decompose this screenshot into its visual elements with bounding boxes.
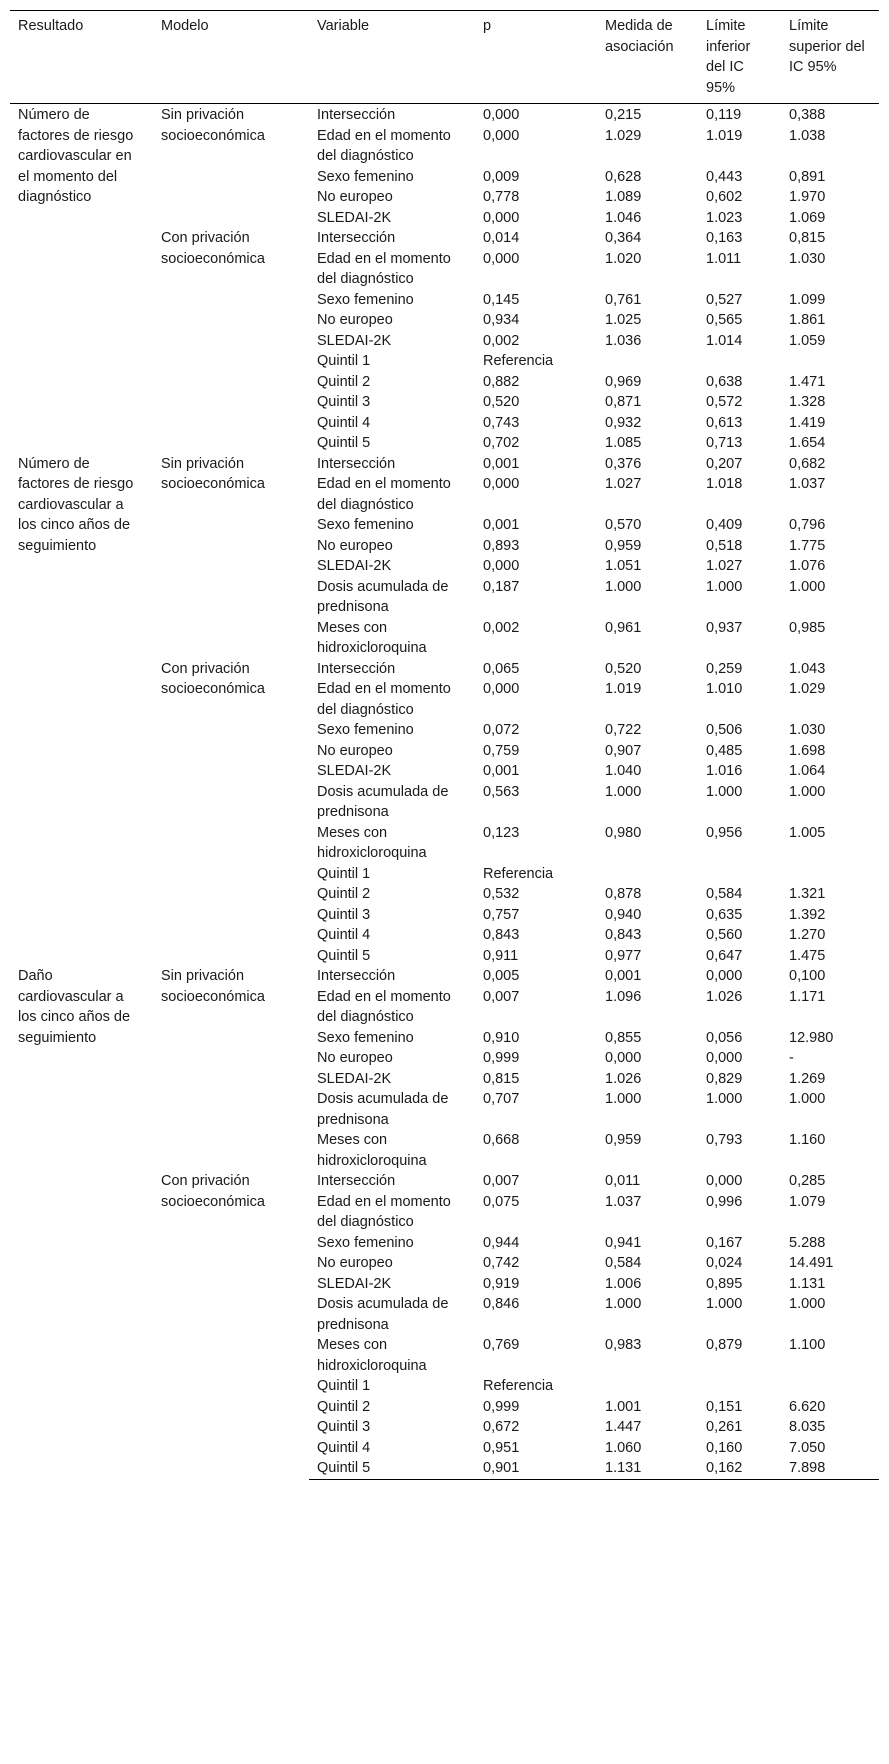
limite-inferior-cell: 0,162	[698, 1458, 781, 1479]
medida-cell: 0,977	[605, 947, 642, 964]
limite-superior-cell: 0,100	[789, 968, 826, 984]
limite-inferior-cell: 0,996	[706, 1193, 743, 1210]
header-row	[10, 11, 879, 104]
limite-inferior-cell: 0,647	[706, 947, 743, 964]
medida-cell: 1.051	[605, 558, 642, 574]
variable-cell: Dosis acumulada de prednisona	[317, 1296, 449, 1333]
limite-superior-cell: 12.980	[789, 1029, 834, 1046]
variable-cell: Intersección	[317, 968, 396, 984]
limite-inferior-cell: 1.014	[706, 332, 743, 349]
limite-inferior-cell: 0,829	[706, 1070, 743, 1087]
medida-cell: 1.019	[605, 681, 642, 697]
limite-superior-cell: 1.419	[789, 414, 826, 431]
table-header	[10, 11, 879, 104]
variable-cell: Dosis acumulada de prednisona	[317, 1091, 449, 1128]
variable-cell: Edad en el momento del diagnóstico	[317, 681, 451, 718]
p-cell: 0,075	[483, 1193, 520, 1210]
limite-superior-cell: 1.069	[789, 209, 826, 226]
limite-superior-cell: 1.000	[789, 1091, 826, 1107]
medida-cell: 1.036	[605, 332, 642, 349]
limite-inferior-cell: 1.000	[706, 1091, 743, 1107]
limite-superior-cell: 1.270	[789, 927, 826, 943]
variable-cell: Edad en el momento del diagnóstico	[317, 1193, 451, 1230]
variable-cell: Quintil 1	[317, 353, 371, 369]
p-cell: 0,000	[483, 107, 520, 123]
p-cell: 0,944	[483, 1234, 520, 1251]
limite-superior-cell: 6.620	[789, 1398, 826, 1415]
limite-inferior-cell: 0,259	[706, 660, 743, 677]
limite-superior-cell: 1.043	[789, 660, 826, 677]
limite-inferior-cell: 1.010	[706, 681, 743, 697]
header-variable: Variable	[309, 11, 475, 104]
p-cell: 0,065	[483, 660, 520, 677]
limite-superior-cell: 0,815	[789, 230, 826, 246]
medida-cell: 0,843	[605, 927, 642, 943]
limite-superior-cell: 0,682	[789, 455, 826, 472]
reference-cell: Referencia	[483, 353, 554, 369]
limite-superior-cell: 1.100	[789, 1337, 826, 1353]
p-cell: 0,668	[483, 1132, 520, 1148]
limite-inferior-cell: 0,584	[706, 886, 743, 902]
limite-superior-cell: 5.288	[789, 1234, 826, 1251]
limite-superior-cell: 0,285	[789, 1173, 826, 1189]
medida-cell: 1.000	[605, 1296, 642, 1312]
limite-inferior-cell: 0,485	[706, 742, 743, 759]
p-cell: 0,999	[483, 1050, 520, 1066]
modelo-cell: Con privación socioeconómica	[161, 230, 265, 267]
limite-inferior-cell: 1.026	[706, 988, 743, 1005]
medida-cell: 1.040	[605, 763, 642, 779]
limite-superior-cell: 1.269	[789, 1070, 826, 1087]
limite-inferior-cell: 0,409	[706, 517, 743, 533]
variable-cell: Quintil 4	[317, 1439, 371, 1456]
medida-cell: 1.089	[605, 189, 642, 205]
p-cell: 0,901	[475, 1458, 597, 1479]
limite-superior-cell: 7.898	[781, 1458, 879, 1479]
variable-cell: Quintil 2	[317, 886, 371, 902]
medida-cell: 1.447	[605, 1419, 642, 1435]
modelo-cell: Sin privación socioeconómica	[161, 968, 265, 1005]
modelo-cell: Con privación socioeconómica	[161, 660, 265, 697]
p-cell: 0,999	[483, 1398, 520, 1415]
medida-cell: 0,761	[605, 291, 642, 308]
limite-superior-cell: 0,796	[789, 517, 826, 533]
limite-superior-cell: 1.171	[789, 988, 826, 1005]
p-cell: 0,007	[483, 988, 520, 1005]
medida-cell: 0,364	[605, 230, 642, 246]
p-cell: 0,000	[483, 127, 520, 144]
reference-cell: Referencia	[483, 1378, 554, 1394]
limite-superior-cell: 1.064	[789, 763, 826, 779]
variable-cell: Intersección	[317, 660, 396, 677]
p-cell: 0,951	[483, 1439, 520, 1456]
limite-inferior-cell: 0,151	[706, 1398, 743, 1415]
limite-inferior-cell: 0,119	[706, 107, 742, 123]
variable-cell: SLEDAI-2K	[317, 209, 392, 226]
limite-superior-cell: 1.000	[789, 578, 826, 595]
variable-cell: Intersección	[317, 107, 396, 123]
p-cell: 0,911	[483, 947, 519, 964]
limite-superior-cell: 1.037	[789, 476, 826, 492]
limite-inferior-cell: 0,613	[706, 414, 743, 431]
limite-inferior-cell: 0,000	[706, 1173, 743, 1189]
variable-cell: Meses con hidroxicloroquina	[317, 1132, 427, 1169]
header-p: p	[475, 11, 597, 104]
variable-cell: Meses con hidroxicloroquina	[317, 619, 427, 656]
medida-cell: 1.037	[605, 1193, 642, 1210]
limite-superior-cell: 1.059	[789, 332, 826, 349]
limite-inferior-cell: 0,160	[706, 1439, 743, 1456]
limite-superior-cell: 1.038	[789, 127, 826, 144]
p-cell: 0,520	[483, 394, 520, 410]
medida-cell: 1.026	[605, 1070, 642, 1087]
p-cell: 0,846	[483, 1296, 520, 1312]
p-cell: 0,778	[483, 189, 520, 205]
medida-cell: 0,001	[605, 968, 642, 984]
limite-superior-cell: 1.970	[789, 189, 826, 205]
limite-inferior-cell: 1.000	[706, 1296, 743, 1312]
variable-cell: Quintil 3	[317, 906, 371, 923]
modelo-cell: Sin privación socioeconómica	[161, 455, 265, 492]
variable-cell: Sexo femenino	[317, 1234, 414, 1251]
medida-cell: 0,722	[605, 722, 642, 738]
medida-cell: 0,584	[605, 1255, 642, 1271]
limite-inferior-cell: 1.000	[706, 578, 743, 595]
limite-inferior-cell: 1.000	[706, 783, 743, 800]
variable-cell: Sexo femenino	[317, 722, 414, 738]
variable-cell: Edad en el momento del diagnóstico	[317, 476, 451, 513]
medida-cell: 1.020	[605, 250, 642, 267]
p-cell: 0,002	[483, 332, 520, 349]
medida-cell: 1.096	[605, 988, 642, 1005]
variable-cell: Sexo femenino	[317, 1029, 414, 1046]
resultado-cell: Número de factores de riesgo cardiovascular en el momento del diagnóstico	[18, 107, 134, 205]
variable-cell: Quintil 5	[309, 1458, 475, 1479]
medida-cell: 1.046	[605, 209, 642, 226]
variable-cell: Quintil 1	[317, 1378, 371, 1394]
p-cell: 0,001	[483, 517, 520, 533]
modelo-cell: Con privación socioeconómica	[161, 1173, 265, 1210]
limite-inferior-cell: 0,506	[706, 722, 743, 738]
p-cell: 0,000	[483, 558, 520, 574]
limite-inferior-cell: 0,565	[706, 312, 743, 328]
medida-cell: 1.131	[597, 1458, 698, 1479]
limite-superior-cell: 1.099	[789, 291, 826, 308]
limite-inferior-cell: 0,560	[706, 927, 743, 943]
variable-cell: Quintil 3	[317, 1419, 371, 1435]
limite-inferior-cell: 0,163	[706, 230, 743, 246]
limite-superior-cell: 1.030	[789, 250, 826, 267]
variable-cell: Quintil 2	[317, 1398, 371, 1415]
limite-superior-cell: 1.471	[789, 373, 826, 390]
medida-cell: 1.001	[605, 1398, 642, 1415]
variable-cell: Edad en el momento del diagnóstico	[317, 988, 451, 1025]
variable-cell: Quintil 1	[317, 865, 371, 882]
limite-inferior-cell: 1.027	[706, 558, 743, 574]
medida-cell: 0,969	[605, 373, 642, 390]
limite-inferior-cell: 0,956	[706, 824, 743, 841]
limite-superior-cell: 14.491	[789, 1255, 834, 1271]
resultado-cell: Número de factores de riesgo cardiovascular a los cinco años de seguimiento	[18, 455, 134, 554]
medida-cell: 0,932	[605, 414, 642, 431]
header-limite-superior: Límite superior del IC 95%	[781, 11, 879, 104]
p-cell: 0,919	[483, 1275, 520, 1292]
limite-inferior-cell: 0,056	[706, 1029, 743, 1046]
p-cell: 0,759	[483, 742, 520, 759]
p-cell: 0,757	[483, 906, 520, 923]
header-resultado: Resultado	[10, 11, 153, 104]
variable-cell: Edad en el momento del diagnóstico	[317, 250, 451, 287]
medida-cell: 1.006	[605, 1275, 642, 1292]
limite-inferior-cell: 0,879	[706, 1337, 743, 1353]
variable-cell: No europeo	[317, 189, 393, 205]
p-cell: 0,001	[483, 763, 520, 779]
limite-superior-cell: 1.076	[789, 558, 826, 574]
limite-superior-cell: 1.321	[789, 886, 826, 902]
variable-cell: Meses con hidroxicloroquina	[317, 1337, 427, 1374]
p-cell: 0,002	[483, 619, 520, 636]
variable-cell: Sexo femenino	[317, 517, 414, 533]
p-cell: 0,014	[483, 230, 520, 246]
limite-inferior-cell: 0,638	[706, 373, 743, 390]
limite-superior-cell: 1.392	[789, 906, 826, 923]
p-cell: 0,815	[483, 1070, 520, 1087]
p-cell: 0,742	[483, 1255, 520, 1271]
limite-superior-cell: 1.005	[789, 824, 826, 841]
limite-superior-cell: 1.029	[789, 681, 826, 697]
medida-cell: 0,907	[605, 742, 642, 759]
medida-cell: 0,570	[605, 517, 642, 533]
p-cell: 0,001	[483, 455, 520, 472]
medida-cell: 0,878	[605, 886, 642, 902]
limite-superior-cell: 1.030	[789, 722, 826, 738]
header-limite-inferior: Límite inferior del IC 95%	[698, 11, 781, 104]
variable-cell: Quintil 5	[317, 435, 371, 451]
variable-cell: Intersección	[317, 230, 396, 246]
p-cell: 0,007	[483, 1173, 520, 1189]
resultado-cell: Daño cardiovascular a los cinco años de seguimiento	[18, 968, 131, 1046]
medida-cell: 1.060	[605, 1439, 642, 1456]
medida-cell: 0,520	[605, 660, 642, 677]
p-cell: 0,000	[483, 476, 520, 492]
p-cell: 0,005	[483, 968, 520, 984]
medida-cell: 0,871	[605, 394, 642, 410]
limite-inferior-cell: 1.016	[706, 763, 743, 779]
limite-superior-cell: 0,388	[789, 107, 826, 123]
limite-superior-cell: 1.475	[789, 947, 826, 964]
variable-cell: Dosis acumulada de prednisona	[317, 783, 449, 820]
variable-cell: Quintil 2	[317, 373, 371, 390]
medida-cell: 1.085	[605, 435, 642, 451]
limite-inferior-cell: 0,937	[706, 619, 743, 636]
limite-inferior-cell: 0,000	[706, 968, 743, 984]
limite-inferior-cell: 0,527	[706, 291, 743, 308]
p-cell: 0,743	[483, 414, 520, 431]
p-cell: 0,072	[483, 722, 520, 738]
limite-inferior-cell: 0,602	[706, 189, 743, 205]
limite-superior-cell: -	[789, 1050, 794, 1066]
limite-superior-cell: 1.131	[789, 1275, 826, 1292]
variable-cell: No europeo	[317, 537, 393, 554]
p-cell: 0,843	[483, 927, 520, 943]
medida-cell: 1.025	[605, 312, 642, 328]
p-cell: 0,000	[483, 250, 520, 267]
variable-cell: No europeo	[317, 742, 393, 759]
medida-cell: 1.000	[605, 578, 642, 595]
limite-superior-cell: 7.050	[789, 1439, 826, 1456]
limite-superior-cell: 1.079	[789, 1193, 826, 1210]
medida-cell: 0,959	[605, 1132, 642, 1148]
p-cell: 0,910	[483, 1029, 520, 1046]
variable-cell: Quintil 5	[317, 947, 371, 964]
limite-inferior-cell: 0,793	[706, 1132, 743, 1148]
p-cell: 0,707	[483, 1091, 520, 1107]
limite-superior-cell: 8.035	[789, 1419, 826, 1435]
variable-cell: Dosis acumulada de prednisona	[317, 578, 449, 615]
variable-cell: SLEDAI-2K	[317, 558, 392, 574]
medida-cell: 1.000	[605, 783, 642, 800]
limite-inferior-cell: 1.023	[706, 209, 743, 226]
variable-cell: No europeo	[317, 1255, 393, 1271]
limite-inferior-cell: 0,207	[706, 455, 743, 472]
variable-cell: Intersección	[317, 1173, 396, 1189]
medida-cell: 0,959	[605, 537, 642, 554]
medida-cell: 0,855	[605, 1029, 642, 1046]
variable-cell: Meses con hidroxicloroquina	[317, 824, 427, 861]
limite-superior-cell: 0,985	[789, 619, 826, 636]
medida-cell: 0,011	[605, 1173, 641, 1189]
p-cell: 0,000	[483, 681, 520, 697]
p-cell: 0,145	[483, 291, 520, 308]
limite-superior-cell: 1.654	[789, 435, 826, 451]
table-row	[10, 104, 879, 126]
limite-inferior-cell: 0,518	[706, 537, 743, 554]
limite-inferior-cell: 1.011	[706, 250, 742, 267]
limite-inferior-cell: 0,572	[706, 394, 743, 410]
limite-inferior-cell: 0,261	[706, 1419, 743, 1435]
limite-superior-cell: 1.000	[789, 1296, 826, 1312]
medida-cell: 0,961	[605, 619, 642, 636]
limite-inferior-cell: 0,713	[706, 435, 743, 451]
variable-cell: SLEDAI-2K	[317, 1275, 392, 1292]
variable-cell: Intersección	[317, 455, 396, 472]
variable-cell: No europeo	[317, 312, 393, 328]
p-cell: 0,532	[483, 886, 520, 902]
limite-inferior-cell: 0,000	[706, 1050, 743, 1066]
p-cell: 0,000	[483, 209, 520, 226]
limite-inferior-cell: 0,167	[706, 1234, 743, 1251]
medida-cell: 0,376	[605, 455, 642, 472]
variable-cell: SLEDAI-2K	[317, 1070, 392, 1087]
limite-superior-cell: 1.775	[789, 537, 826, 554]
limite-superior-cell: 1.000	[789, 783, 826, 800]
medida-cell: 0,941	[605, 1234, 642, 1251]
reference-cell: Referencia	[483, 865, 554, 882]
limite-superior-cell: 1.861	[789, 312, 826, 328]
limite-inferior-cell: 0,635	[706, 906, 743, 923]
p-cell: 0,934	[483, 312, 520, 328]
table-row	[10, 454, 879, 475]
header-medida: Medida de asociación	[597, 11, 698, 104]
medida-cell: 0,628	[605, 168, 642, 185]
medida-cell: 1.029	[605, 127, 642, 144]
medida-cell: 0,983	[605, 1337, 642, 1353]
medida-cell: 1.000	[605, 1091, 642, 1107]
variable-cell: Quintil 4	[317, 414, 371, 431]
p-cell: 0,187	[483, 578, 520, 595]
medida-cell: 0,215	[605, 107, 642, 123]
results-table	[10, 10, 879, 1480]
variable-cell: Quintil 4	[317, 927, 371, 943]
p-cell: 0,563	[483, 783, 520, 800]
p-cell: 0,672	[483, 1419, 520, 1435]
limite-inferior-cell: 0,895	[706, 1275, 743, 1292]
variable-cell: No europeo	[317, 1050, 393, 1066]
p-cell: 0,769	[483, 1337, 520, 1353]
variable-cell: Quintil 3	[317, 394, 371, 410]
modelo-cell: Sin privación socioeconómica	[161, 107, 265, 144]
variable-cell: Edad en el momento del diagnóstico	[317, 127, 451, 164]
limite-inferior-cell: 0,443	[706, 168, 743, 185]
limite-inferior-cell: 1.018	[706, 476, 743, 492]
p-cell: 0,702	[483, 435, 520, 451]
table-row	[10, 966, 879, 987]
medida-cell: 0,980	[605, 824, 642, 841]
p-cell: 0,893	[483, 537, 520, 554]
limite-superior-cell: 1.160	[789, 1132, 826, 1148]
medida-cell: 0,000	[605, 1050, 642, 1066]
p-cell: 0,009	[483, 168, 520, 185]
limite-inferior-cell: 0,024	[706, 1255, 743, 1271]
p-cell: 0,123	[483, 824, 520, 841]
variable-cell: Sexo femenino	[317, 291, 414, 308]
medida-cell: 0,940	[605, 906, 642, 923]
limite-superior-cell: 1.698	[789, 742, 826, 759]
p-cell: 0,882	[483, 373, 520, 390]
variable-cell: Sexo femenino	[317, 168, 414, 185]
header-modelo: Modelo	[153, 11, 309, 104]
variable-cell: SLEDAI-2K	[317, 763, 392, 779]
limite-superior-cell: 0,891	[789, 168, 826, 185]
variable-cell: SLEDAI-2K	[317, 332, 392, 349]
medida-cell: 1.027	[605, 476, 642, 492]
table-body	[10, 104, 879, 1480]
limite-inferior-cell: 1.019	[706, 127, 743, 144]
limite-superior-cell: 1.328	[789, 394, 826, 410]
